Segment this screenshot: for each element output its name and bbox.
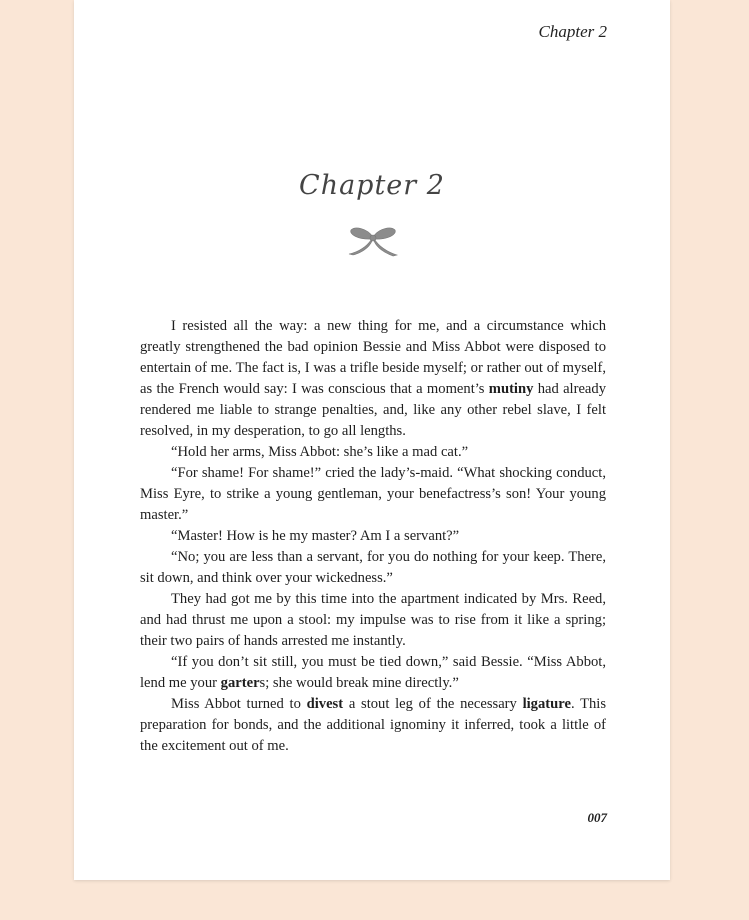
bold-term: ligature	[522, 696, 571, 712]
chapter-title: Chapter 2	[299, 170, 445, 201]
paragraph: “Hold her arms, Miss Abbot: she’s like a mad cat.”	[171, 444, 469, 460]
bold-term: mutiny	[488, 381, 534, 397]
paragraph: “If you don’t sit still, you must be tied down,” said Bessie. “Miss Abbot, lend me your garters; she would break mine directly.”	[140, 654, 606, 691]
paragraph: “Master! How is he my master? Am I a servant?”	[171, 528, 460, 544]
running-head: Chapter 2	[538, 22, 607, 41]
bow-icon	[347, 224, 399, 258]
paragraph: Miss Abbot turned to divest a stout leg of the necessary ligature. This preparation for bonds, and the additional ignominy it inferred, took a little of the excitement out of me.	[140, 696, 607, 754]
book-page	[74, 0, 670, 880]
paragraph: “For shame! For shame!” cried the lady’s-maid. “What shocking conduct, Miss Eyre, to strike a young gentleman, your benefactress’s son! Your young master.”	[140, 465, 606, 523]
bold-term: garter	[220, 675, 260, 691]
paragraph: “No; you are less than a servant, for you do nothing for your keep. There, sit down, and think over your wickedness.”	[140, 549, 606, 586]
bold-term: divest	[306, 696, 344, 712]
page-number: 007	[587, 810, 607, 825]
chapter-text	[140, 316, 606, 757]
paragraph: I resisted all the way: a new thing for me, and a circumstance which greatly strengthened the bad opinion Bessie and Miss Abbot were disposed to entertain of me. The fact is, I was a trifle beside myself; or rather out of myself, as the French would say: I was conscious that a moment’s mutiny had already rendered me liable to strange penalties, and, like any other rebel slave, I felt resolved, in my desperation, to go all lengths.	[140, 318, 607, 439]
paragraph: They had got me by this time into the apartment indicated by Mrs. Reed, and had thrust me upon a stool: my impulse was to rise from it like a spring; their two pairs of hands arrested me instantly.	[140, 591, 606, 649]
